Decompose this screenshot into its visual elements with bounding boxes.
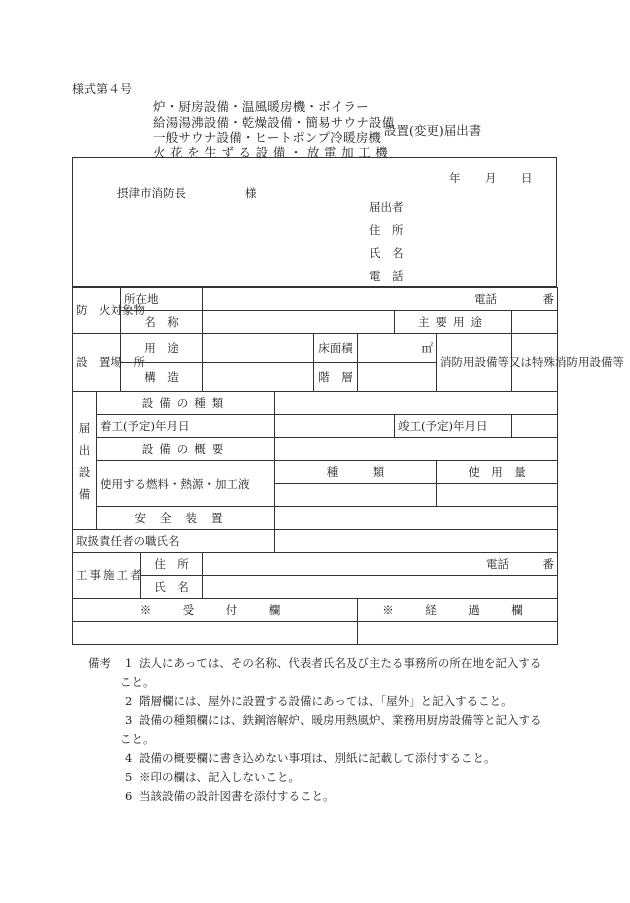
notifier-phone-label: 電 話	[369, 269, 404, 283]
manager-field[interactable]	[275, 530, 558, 553]
safety-device-label: 安全装置	[97, 507, 275, 530]
note-number: 2	[125, 694, 133, 708]
floor-field[interactable]	[358, 363, 437, 392]
form-table	[72, 287, 624, 645]
note-text: 設備の概要欄に書き込めない事項は、別紙に記載して添付すること。	[139, 751, 496, 765]
location-field[interactable]	[203, 288, 558, 311]
structure-field[interactable]	[203, 363, 314, 392]
contractor-phone-label: 電話	[486, 556, 509, 571]
note-number: 6	[125, 789, 133, 803]
safety-device-field[interactable]	[275, 507, 558, 530]
header-box	[72, 157, 557, 287]
start-date-label: 着工(予定)年月日	[97, 415, 275, 438]
location-phone-label: 電話	[474, 291, 497, 306]
fuel-label: 使用する燃料・熱源・加工液	[97, 461, 275, 507]
date-year: 年	[449, 171, 461, 185]
main-use-label: 主要用途	[395, 311, 512, 334]
fuel-amount-header: 使 用 量	[437, 461, 558, 484]
fuel-kind-field[interactable]	[275, 484, 437, 507]
note-item	[88, 654, 558, 673]
note-item	[88, 768, 558, 787]
equipment-summary-label: 設備の概要	[97, 438, 275, 461]
location-label: 所在地	[121, 288, 203, 311]
contractor-label: 工事施工者	[73, 553, 141, 599]
notes-section	[88, 654, 558, 806]
contractor-phone-ban: 番	[542, 556, 554, 571]
addressee: 摂津市消防長	[117, 186, 186, 200]
completion-date-field[interactable]	[512, 415, 558, 438]
note-number: 4	[125, 751, 133, 765]
equipment-type-field[interactable]	[275, 392, 558, 415]
contractor-name-field[interactable]	[203, 576, 558, 599]
progress-field[interactable]	[358, 622, 558, 645]
equipment-type-label: 設備の種類	[97, 392, 275, 415]
note-number: 1	[125, 656, 133, 670]
title-line-3: 一般サウナ設備・ヒートポンプ冷暖房機	[153, 130, 382, 145]
form-number: 様式第４号	[72, 82, 133, 96]
equipment-label: 届出設備	[73, 392, 97, 530]
note-text: 階層欄には、屋外に設置する設備にあっては、「屋外」と記入すること。	[139, 694, 513, 708]
start-date-field[interactable]	[275, 415, 395, 438]
note-text: ※印の欄は、記入しないこと。	[139, 770, 300, 784]
target-name-field[interactable]	[203, 311, 395, 334]
equipment-summary-field[interactable]	[275, 438, 558, 461]
progress-column-label: ※ 経 過 欄	[358, 599, 558, 622]
contractor-name-label: 氏 名	[141, 576, 203, 599]
date-day: 日	[521, 171, 533, 185]
reception-column-label: ※ 受 付 欄	[73, 599, 358, 622]
note-text: 設備の種類欄には、鉄鋼溶解炉、暖房用熱風炉、業務用厨房設備等と記入する	[139, 713, 542, 727]
location-phone-ban: 番	[542, 291, 554, 306]
target-label: 防 火対象物	[73, 288, 121, 334]
title-line-1: 炉・厨房設備・温風暖房機・ボイラー	[153, 99, 369, 114]
structure-label: 構 造	[121, 363, 203, 392]
notifier-name-label: 氏 名	[369, 246, 404, 260]
note-item	[88, 692, 558, 711]
contractor-address-label: 住 所	[141, 553, 203, 576]
note-continuation	[88, 673, 558, 692]
notes-label: 備考	[88, 656, 111, 670]
floor-area-unit: ㎡	[421, 340, 433, 355]
note-text: 当該設備の設計図書を添付すること。	[139, 789, 335, 803]
notifier-address-label: 住 所	[369, 223, 404, 237]
note-item	[88, 711, 558, 730]
notifier-label: 届出者	[369, 200, 404, 214]
title-suffix: 設置(変更)届出書	[384, 123, 482, 138]
manager-label: 取扱責任者の職氏名	[73, 530, 275, 553]
note-item	[88, 787, 558, 806]
title-line-2: 給湯湯沸設備・乾燥設備・簡易サウナ設備	[153, 115, 395, 130]
note-text: こと。	[120, 675, 155, 689]
floor-label: 階 層	[314, 363, 358, 392]
use-field[interactable]	[203, 334, 314, 363]
contractor-address-field[interactable]	[203, 553, 558, 576]
reception-field[interactable]	[73, 622, 358, 645]
honorific: 様	[245, 186, 257, 200]
note-continuation	[88, 730, 558, 749]
main-use-field[interactable]	[512, 311, 558, 334]
fuel-amount-field[interactable]	[437, 484, 558, 507]
note-number: 5	[125, 770, 133, 784]
completion-date-label: 竣工(予定)年月日	[395, 415, 512, 438]
install-location-label: 設 置場 所	[73, 334, 121, 392]
floor-area-field[interactable]	[358, 334, 437, 363]
title-line-4: 火花を生ずる設備・放電加工機	[153, 145, 393, 160]
note-number: 3	[125, 713, 133, 727]
date-month: 月	[485, 171, 497, 185]
note-text: こと。	[120, 732, 155, 746]
target-name-label: 名 称	[121, 311, 203, 334]
fire-equipment-label: 消防用設備等又は特殊消防用設備等	[437, 334, 512, 392]
fuel-kind-header: 種 類	[275, 461, 437, 484]
floor-area-label: 床面積	[314, 334, 358, 363]
note-item	[88, 749, 558, 768]
use-label: 用 途	[121, 334, 203, 363]
note-text: 法人にあっては、その名称、代表者氏名及び主たる事務所の所在地を記入する	[139, 656, 542, 670]
